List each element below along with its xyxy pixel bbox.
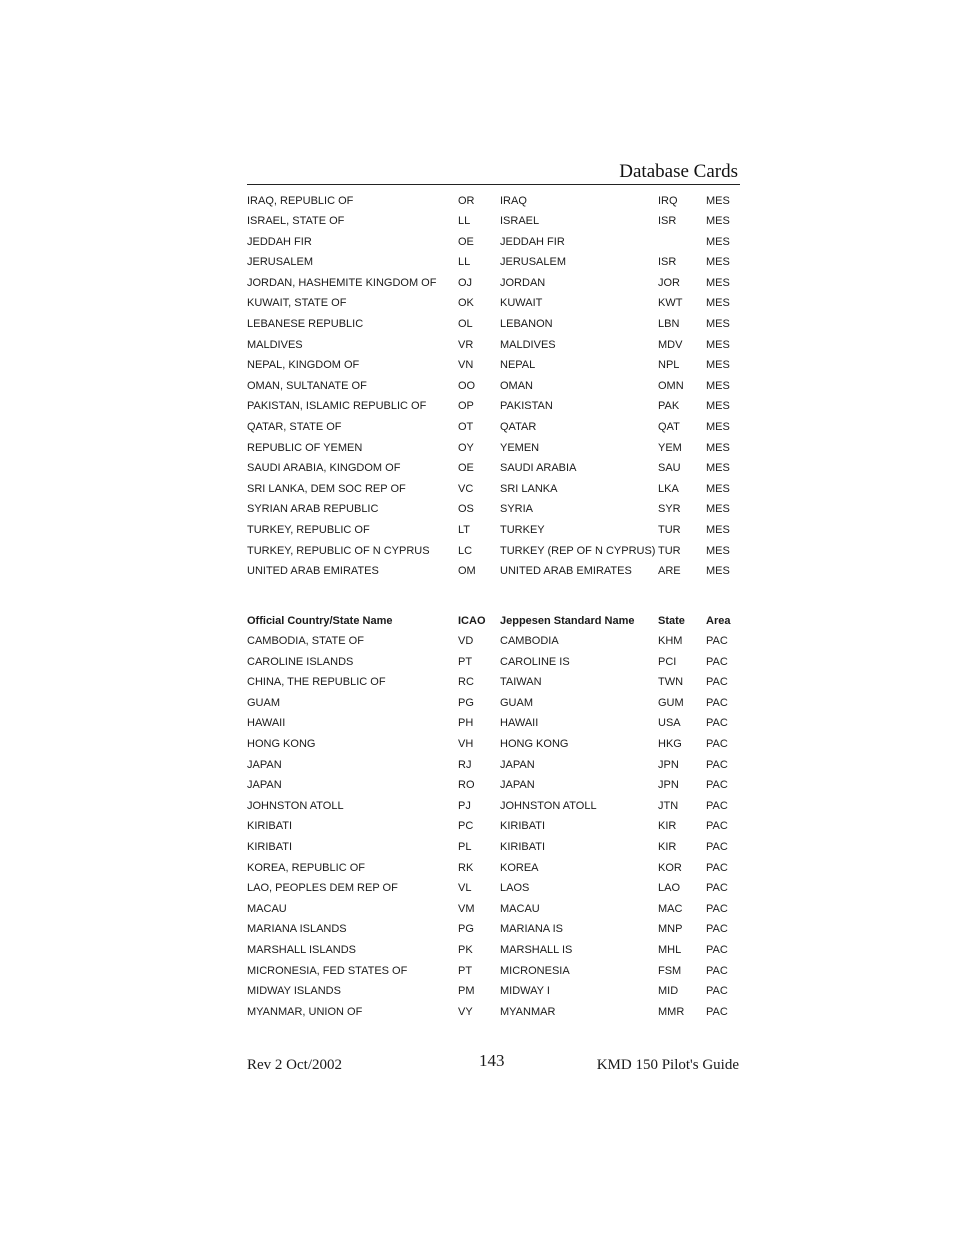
jeppesen-name-cell: GUAM	[500, 696, 533, 709]
table-row	[247, 796, 747, 817]
table-row	[247, 191, 747, 212]
area-code-cell: MES	[706, 359, 730, 372]
state-code-cell: TUR	[658, 544, 681, 557]
jeppesen-name-cell: QATAR	[500, 421, 537, 434]
official-name-cell: CHINA, THE REPUBLIC OF	[247, 676, 386, 689]
jeppesen-name-cell: SYRIA	[500, 503, 534, 516]
state-code-cell: SAU	[658, 462, 681, 475]
icao-code-cell: OO	[458, 379, 476, 392]
official-name-cell: JEDDAH FIR	[247, 235, 312, 248]
table-row	[247, 816, 747, 837]
icao-code-cell: PM	[458, 985, 475, 998]
icao-code-cell: OM	[458, 565, 476, 578]
table-row	[247, 631, 747, 652]
official-name-cell: LEBANESE REPUBLIC	[247, 318, 364, 331]
jeppesen-name-cell: KIRIBATI	[500, 841, 546, 854]
icao-code-cell: VR	[458, 338, 474, 351]
state-code-cell: ISR	[658, 256, 677, 269]
guide-title: KMD 150 Pilot's Guide	[596, 1057, 739, 1073]
area-code-cell: MES	[706, 215, 730, 228]
table-row	[247, 755, 747, 776]
icao-code-cell: VN	[458, 359, 474, 372]
official-name-cell: KIRIBATI	[247, 841, 293, 854]
page-number: 143	[479, 1051, 505, 1070]
area-code-cell: PAC	[706, 985, 728, 998]
icao-code-cell: LL	[458, 215, 471, 228]
jeppesen-name-cell: CAROLINE IS	[500, 655, 570, 668]
official-name-cell: MACAU	[247, 902, 287, 915]
area-code-cell: MES	[706, 524, 730, 536]
country-table-mes	[247, 191, 747, 582]
official-name-cell: ISRAEL, STATE OF	[247, 215, 345, 228]
area-code-cell: PAC	[706, 779, 728, 792]
state-code-cell: LKA	[658, 482, 679, 495]
icao-code-cell: LC	[458, 544, 473, 557]
jeppesen-name-cell: IRAQ	[500, 194, 527, 207]
state-code-cell: TWN	[658, 676, 684, 689]
area-code-cell: PAC	[706, 882, 728, 895]
state-code-cell: KIR	[658, 841, 677, 854]
official-name-cell: JORDAN, HASHEMITE KINGDOM OF	[247, 276, 437, 289]
area-code-cell: MES	[706, 235, 730, 248]
official-name-cell: JOHNSTON ATOLL	[247, 799, 344, 812]
icao-code-cell: OR	[458, 194, 475, 207]
icao-code-cell: OJ	[458, 276, 473, 289]
jeppesen-name-cell: JOHNSTON ATOLL	[500, 799, 597, 812]
icao-code-cell: OY	[458, 441, 474, 454]
table-row	[247, 878, 747, 899]
state-code-cell: GUM	[658, 696, 684, 709]
jeppesen-name-cell: PAKISTAN	[500, 400, 553, 413]
jeppesen-name-cell: SAUDI ARABIA	[500, 462, 577, 475]
state-code-cell: MMR	[658, 1005, 685, 1018]
jeppesen-name-cell: JAPAN	[500, 779, 535, 792]
icao-code-cell: VL	[458, 882, 472, 895]
state-code-cell: ARE	[658, 565, 681, 578]
area-code-cell: PAC	[706, 964, 728, 977]
area-code-cell: MES	[706, 482, 730, 495]
state-code-cell: JPN	[658, 779, 679, 792]
jeppesen-name-cell: LEBANON	[500, 318, 553, 331]
table-header-row	[247, 611, 747, 632]
table-row	[247, 458, 747, 479]
state-code-cell: ISR	[658, 215, 677, 228]
area-code-cell: PAC	[706, 696, 728, 709]
table-row	[247, 899, 747, 920]
state-code-cell: KHM	[658, 635, 683, 648]
area-code-cell: MES	[706, 400, 730, 413]
jeppesen-name-cell: TURKEY (REP OF N CYPRUS)	[500, 544, 656, 557]
table-row	[247, 232, 747, 253]
icao-code-cell: PT	[458, 964, 473, 977]
official-name-cell: JAPAN	[247, 758, 282, 771]
official-name-cell: MIDWAY ISLANDS	[247, 985, 341, 998]
area-code-cell: PAC	[706, 902, 728, 915]
table-row	[247, 734, 747, 755]
official-name-cell: QATAR, STATE OF	[247, 421, 342, 434]
jeppesen-name-cell: YEMEN	[500, 441, 540, 454]
country-table-pac	[247, 611, 747, 1023]
table-row	[247, 376, 747, 397]
area-code-cell: PAC	[706, 861, 728, 874]
table-row	[247, 713, 747, 734]
icao-code-cell: PJ	[458, 799, 471, 812]
official-name-cell: SYRIAN ARAB REPUBLIC	[247, 503, 379, 516]
state-code-cell: QAT	[658, 421, 680, 434]
area-code-cell: PAC	[706, 1005, 728, 1018]
table-row	[247, 273, 747, 294]
area-code-cell: MES	[706, 194, 730, 207]
state-code-cell: MID	[658, 985, 679, 998]
official-name-cell: PAKISTAN, ISLAMIC REPUBLIC OF	[247, 400, 427, 413]
table-row	[247, 335, 747, 356]
jeppesen-name-cell: MARSHALL IS	[500, 944, 573, 956]
state-code-cell: PAK	[658, 400, 680, 413]
icao-code-cell: RO	[458, 779, 475, 792]
icao-code-cell: LL	[458, 256, 471, 269]
state-code-cell: KIR	[658, 820, 677, 833]
jeppesen-name-cell: JORDAN	[500, 276, 546, 289]
icao-code-cell: PG	[458, 696, 474, 709]
area-code-cell: MES	[706, 256, 730, 269]
official-name-cell: LAO, PEOPLES DEM REP OF	[247, 882, 398, 895]
official-name-cell: MYANMAR, UNION OF	[247, 1005, 363, 1018]
state-code-cell: JOR	[658, 276, 680, 289]
table-row	[247, 858, 747, 879]
area-code-cell: PAC	[706, 841, 728, 854]
state-code-cell: FSM	[658, 964, 682, 977]
page-title: Database Cards	[619, 161, 738, 182]
official-name-cell: JERUSALEM	[247, 256, 314, 269]
area-code-cell: PAC	[706, 944, 728, 956]
icao-code-cell: VY	[458, 1005, 473, 1018]
icao-code-cell: VD	[458, 635, 474, 648]
state-code-cell: SYR	[658, 503, 681, 516]
table-row	[247, 417, 747, 438]
icao-code-cell: PG	[458, 923, 474, 936]
jeppesen-name-cell: TURKEY	[500, 524, 545, 536]
state-code-cell: JTN	[658, 799, 679, 812]
official-name-cell: GUAM	[247, 696, 280, 709]
jeppesen-name-cell: KOREA	[500, 861, 539, 874]
state-code-cell: NPL	[658, 359, 680, 372]
area-code-cell: PAC	[706, 799, 728, 812]
icao-code-cell: VM	[458, 902, 475, 915]
state-code-cell: MNP	[658, 923, 683, 936]
table-row	[247, 293, 747, 314]
jeppesen-name-cell: JAPAN	[500, 758, 535, 771]
jeppesen-name-cell: SRI LANKA	[500, 482, 558, 495]
area-code-cell: MES	[706, 565, 730, 578]
area-code-cell: MES	[706, 421, 730, 434]
official-name-cell: MALDIVES	[247, 338, 303, 351]
state-code-cell: MDV	[658, 338, 683, 351]
jeppesen-name-cell: MICRONESIA	[500, 964, 570, 977]
table-row	[247, 693, 747, 714]
table-row	[247, 314, 747, 335]
official-name-cell: IRAQ, REPUBLIC OF	[247, 194, 354, 207]
official-name-cell: SAUDI ARABIA, KINGDOM OF	[247, 462, 401, 475]
state-code-cell: KOR	[658, 861, 682, 874]
area-code-cell: PAC	[706, 923, 728, 936]
icao-code-cell: PT	[458, 655, 473, 668]
official-name-cell: MICRONESIA, FED STATES OF	[247, 964, 408, 977]
official-name-cell: MARIANA ISLANDS	[247, 923, 347, 936]
jeppesen-name-cell: KIRIBATI	[500, 820, 546, 833]
table-row	[247, 940, 747, 961]
state-code-cell: USA	[658, 717, 681, 730]
table-row	[247, 652, 747, 673]
jeppesen-name-cell: KUWAIT	[500, 297, 543, 310]
official-name-cell: CAROLINE ISLANDS	[247, 655, 354, 668]
official-name-cell: NEPAL, KINGDOM OF	[247, 359, 360, 372]
table-row	[247, 479, 747, 500]
official-name-cell: SRI LANKA, DEM SOC REP OF	[247, 482, 406, 495]
state-code-cell: IRQ	[658, 194, 678, 207]
official-name-cell: HAWAII	[247, 717, 286, 730]
area-code-cell: MES	[706, 318, 730, 331]
header-area: Area	[706, 614, 731, 627]
state-code-cell: MAC	[658, 902, 683, 915]
area-code-cell: PAC	[706, 717, 728, 730]
jeppesen-name-cell: CAMBODIA	[500, 635, 559, 648]
table-row	[247, 961, 747, 982]
official-name-cell: KIRIBATI	[247, 820, 293, 833]
official-name-cell: REPUBLIC OF YEMEN	[247, 441, 363, 454]
state-code-cell: TUR	[658, 524, 681, 536]
page-header	[247, 160, 740, 185]
table-row	[247, 396, 747, 417]
jeppesen-name-cell: MYANMAR	[500, 1005, 556, 1018]
state-code-cell: YEM	[658, 441, 682, 454]
official-name-cell: UNITED ARAB EMIRATES	[247, 565, 379, 578]
state-code-cell: LBN	[658, 318, 680, 331]
table-row	[247, 520, 747, 541]
table-row	[247, 919, 747, 940]
jeppesen-name-cell: LAOS	[500, 882, 530, 895]
icao-code-cell: PK	[458, 944, 473, 956]
icao-code-cell: OT	[458, 421, 474, 434]
icao-code-cell: OE	[458, 462, 474, 475]
official-name-cell: KOREA, REPUBLIC OF	[247, 861, 365, 874]
header-jeppesen-name: Jeppesen Standard Name	[500, 614, 635, 627]
jeppesen-name-cell: HONG KONG	[500, 738, 569, 751]
area-code-cell: PAC	[706, 635, 728, 648]
area-code-cell: MES	[706, 441, 730, 454]
table-row	[247, 775, 747, 796]
jeppesen-name-cell: ISRAEL	[500, 215, 540, 228]
area-code-cell: MES	[706, 462, 730, 475]
jeppesen-name-cell: MIDWAY I	[500, 985, 550, 998]
official-name-cell: CAMBODIA, STATE OF	[247, 635, 364, 648]
official-name-cell: HONG KONG	[247, 738, 316, 751]
official-name-cell: TURKEY, REPUBLIC OF	[247, 524, 370, 536]
icao-code-cell: VC	[458, 482, 474, 495]
state-code-cell: PCI	[658, 655, 677, 668]
table-row	[247, 981, 747, 1002]
table-row	[247, 541, 747, 562]
icao-code-cell: OS	[458, 503, 474, 516]
table-row	[247, 252, 747, 273]
icao-code-cell: OK	[458, 297, 474, 310]
official-name-cell: MARSHALL ISLANDS	[247, 944, 357, 956]
state-code-cell: OMN	[658, 379, 684, 392]
jeppesen-name-cell: HAWAII	[500, 717, 539, 730]
official-name-cell: TURKEY, REPUBLIC OF N CYPRUS	[247, 544, 430, 557]
official-name-cell: JAPAN	[247, 779, 282, 792]
table-row	[247, 499, 747, 520]
jeppesen-name-cell: JEDDAH FIR	[500, 235, 565, 248]
area-code-cell: PAC	[706, 820, 728, 833]
header-icao: ICAO	[458, 614, 486, 627]
state-code-cell: HKG	[658, 738, 682, 751]
area-code-cell: PAC	[706, 758, 728, 771]
icao-code-cell: OP	[458, 400, 474, 413]
jeppesen-name-cell: OMAN	[500, 379, 533, 392]
area-code-cell: PAC	[706, 676, 728, 689]
icao-code-cell: RJ	[458, 758, 472, 771]
official-name-cell: OMAN, SULTANATE OF	[247, 379, 367, 392]
icao-code-cell: PH	[458, 717, 474, 730]
icao-code-cell: OE	[458, 235, 474, 248]
icao-code-cell: RC	[458, 676, 474, 689]
jeppesen-name-cell: MARIANA IS	[500, 923, 563, 936]
header-official-name: Official Country/State Name	[247, 614, 393, 627]
table-row	[247, 837, 747, 858]
table-row	[247, 211, 747, 232]
jeppesen-name-cell: MALDIVES	[500, 338, 556, 351]
table-row	[247, 561, 747, 582]
icao-code-cell: LT	[458, 524, 471, 536]
icao-code-cell: VH	[458, 738, 474, 751]
jeppesen-name-cell: NEPAL	[500, 359, 536, 372]
icao-code-cell: PL	[458, 841, 472, 854]
official-name-cell: KUWAIT, STATE OF	[247, 297, 347, 310]
state-code-cell: MHL	[658, 944, 682, 956]
jeppesen-name-cell: UNITED ARAB EMIRATES	[500, 565, 632, 578]
jeppesen-name-cell: JERUSALEM	[500, 256, 567, 269]
area-code-cell: PAC	[706, 655, 728, 668]
icao-code-cell: PC	[458, 820, 474, 833]
state-code-cell: KWT	[658, 297, 683, 310]
table-row	[247, 672, 747, 693]
area-code-cell: MES	[706, 544, 730, 557]
state-code-cell: JPN	[658, 758, 679, 771]
table-row	[247, 355, 747, 376]
table-row	[247, 1002, 747, 1023]
area-code-cell: MES	[706, 379, 730, 392]
area-code-cell: PAC	[706, 738, 728, 751]
revision-date: Rev 2 Oct/2002	[247, 1057, 342, 1073]
state-code-cell: LAO	[658, 882, 681, 895]
icao-code-cell: RK	[458, 861, 474, 874]
header-state: State	[658, 614, 685, 627]
area-code-cell: MES	[706, 297, 730, 310]
area-code-cell: MES	[706, 503, 730, 516]
table-row	[247, 438, 747, 459]
jeppesen-name-cell: MACAU	[500, 902, 540, 915]
icao-code-cell: OL	[458, 318, 473, 331]
area-code-cell: MES	[706, 276, 730, 289]
jeppesen-name-cell: TAIWAN	[500, 676, 542, 689]
area-code-cell: MES	[706, 338, 730, 351]
